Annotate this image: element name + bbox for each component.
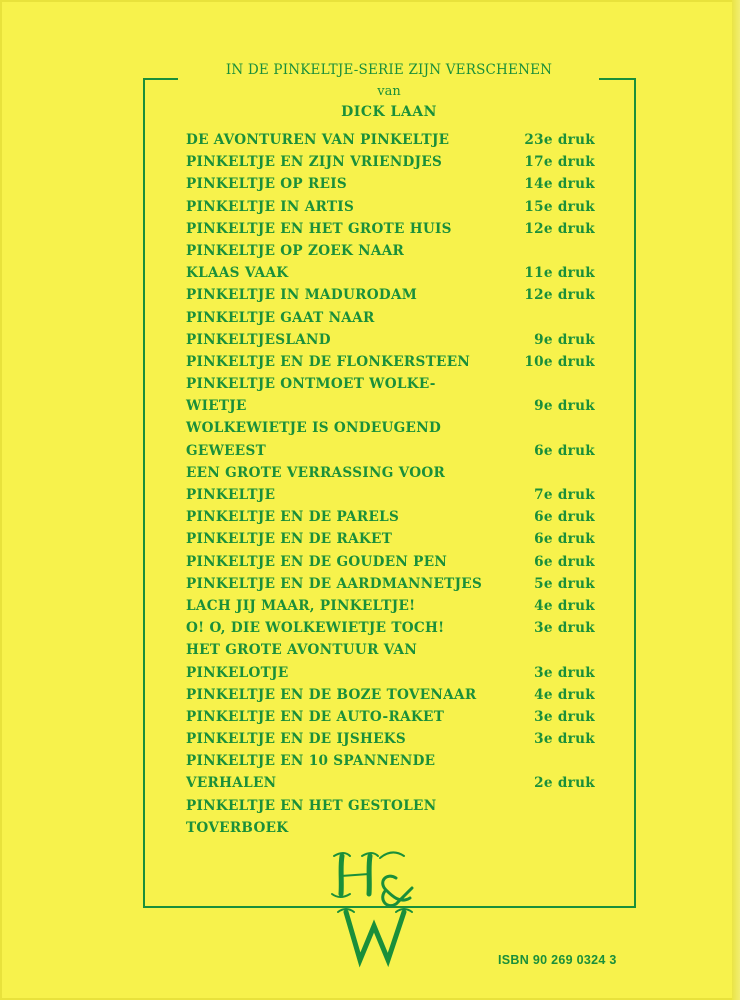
book-edition: 10e druk <box>524 353 595 370</box>
book-title: PINKELTJE EN DE AUTO-RAKET <box>186 708 445 725</box>
book-edition: 6e druk <box>534 442 595 459</box>
hw-monogram-logo <box>320 848 430 968</box>
book-edition: 4e druk <box>534 686 595 703</box>
book-title: PINKELTJE EN HET GROTE HUIS <box>186 220 452 237</box>
book-list-item <box>186 332 598 354</box>
book-title: KLAAS VAAK <box>186 265 289 282</box>
book-list-item <box>186 709 598 731</box>
book-edition: 14e druk <box>524 176 595 193</box>
book-title: PINKELTJE EN DE BOZE TOVENAAR <box>186 686 477 703</box>
book-title: PINKELTJE IN ARTIS <box>186 198 355 215</box>
book-title: TOVERBOEK <box>186 819 289 836</box>
by-label: van <box>377 84 401 99</box>
book-list-item <box>186 354 598 376</box>
book-title: VERHALEN <box>186 775 277 792</box>
book-edition: 3e druk <box>534 708 595 725</box>
book-edition: 6e druk <box>534 531 595 548</box>
book-title: LACH JIJ MAAR, PINKELTJE! <box>186 597 416 614</box>
book-title: PINKELTJE EN HET GESTOLEN <box>186 797 437 814</box>
book-list-item <box>186 731 598 753</box>
book-edition: 3e druk <box>534 664 595 681</box>
book-title: PINKELTJE EN DE FLONKERSTEEN <box>186 353 471 370</box>
book-list-item <box>186 376 598 398</box>
book-title: PINKELTJE EN DE PARELS <box>186 509 400 526</box>
book-list-item <box>186 531 598 553</box>
book-list-item <box>186 598 598 620</box>
book-edition: 2e druk <box>534 775 595 792</box>
book-title: HET GROTE AVONTUUR VAN <box>186 642 418 659</box>
book-list-item <box>186 509 598 531</box>
book-title: PINKELTJE OP ZOEK NAAR <box>186 242 405 259</box>
book-edition: 15e druk <box>524 198 595 215</box>
book-list-item <box>186 665 598 687</box>
book-edition: 9e druk <box>534 398 595 415</box>
book-edition: 7e druk <box>534 487 595 503</box>
book-list-item <box>186 420 598 442</box>
book-title: WIETJE <box>186 398 247 415</box>
book-title: DE AVONTUREN VAN PINKELTJE <box>186 132 450 148</box>
book-list-item <box>186 221 598 243</box>
book-list-item <box>186 199 598 221</box>
book-title: PINKELTJE IN MADURODAM <box>186 287 418 304</box>
book-list-item <box>186 775 598 797</box>
book-title: PINKELTJE OP REIS <box>186 176 348 193</box>
cover-edge <box>732 0 740 1000</box>
book-list-item <box>186 398 598 420</box>
author-name: DICK LAAN <box>341 104 437 120</box>
book-title: O! O, DIE WOLKEWIETJE TOCH! <box>186 620 445 637</box>
book-list-item <box>186 287 598 309</box>
book-edition: 9e druk <box>534 331 595 348</box>
book-title: PINKELTJE GAAT NAAR <box>186 309 375 326</box>
book-title: PINKELTJE EN DE RAKET <box>186 531 393 548</box>
book-title: PINKELTJE EN 10 SPANNENDE <box>186 753 436 770</box>
book-title: PINKELTJE EN ZIJN VRIENDJES <box>186 154 443 171</box>
book-title: GEWEEST <box>186 442 266 459</box>
book-edition: 4e druk <box>534 597 595 614</box>
book-list-item <box>186 176 598 198</box>
book-edition: 23e druk <box>524 132 595 148</box>
book-title: PINKELOTJE <box>186 664 289 681</box>
book-edition: 17e druk <box>524 154 595 171</box>
frame-top-right-rule <box>599 78 636 80</box>
book-edition: 3e druk <box>534 731 595 748</box>
book-list-item <box>186 820 598 842</box>
book-title: PINKELTJE <box>186 487 276 503</box>
book-edition: 6e druk <box>534 553 595 570</box>
book-list-item <box>186 576 598 598</box>
book-title: WOLKEWIETJE IS ONDEUGEND <box>186 420 442 437</box>
book-edition: 6e druk <box>534 509 595 526</box>
book-title: PINKELTJE ONTMOET WOLKE- <box>186 376 436 393</box>
book-list-item <box>186 798 598 820</box>
series-heading: IN DE PINKELTJE-SERIE ZIJN VERSCHENEN <box>225 62 553 78</box>
book-title: PINKELTJE EN DE AARDMANNETJES <box>186 575 483 592</box>
book-list-item <box>186 243 598 265</box>
book-title: PINKELTJE EN DE IJSHEKS <box>186 731 407 748</box>
book-edition: 11e druk <box>524 265 595 282</box>
book-edition: 12e druk <box>524 220 595 237</box>
book-list-item <box>186 465 598 487</box>
frame-top-left-rule <box>143 78 178 80</box>
book-edition: 3e druk <box>534 620 595 637</box>
book-title: PINKELTJE EN DE GOUDEN PEN <box>186 553 448 570</box>
book-list-item <box>186 687 598 709</box>
book-list-item <box>186 554 598 576</box>
book-list-item <box>186 487 598 509</box>
book-list-item <box>186 642 598 664</box>
book-title: PINKELTJESLAND <box>186 331 331 348</box>
book-list <box>186 132 598 842</box>
book-list-item <box>186 753 598 775</box>
book-list-item <box>186 620 598 642</box>
book-list-item <box>186 443 598 465</box>
book-edition: 5e druk <box>534 575 595 592</box>
book-list-item <box>186 265 598 287</box>
isbn-number: ISBN 90 269 0324 3 <box>498 953 617 967</box>
book-list-item <box>186 132 598 154</box>
book-edition: 12e druk <box>524 287 595 304</box>
book-title: EEN GROTE VERRASSING VOOR <box>186 464 446 481</box>
book-list-item <box>186 154 598 176</box>
book-list-item <box>186 310 598 332</box>
